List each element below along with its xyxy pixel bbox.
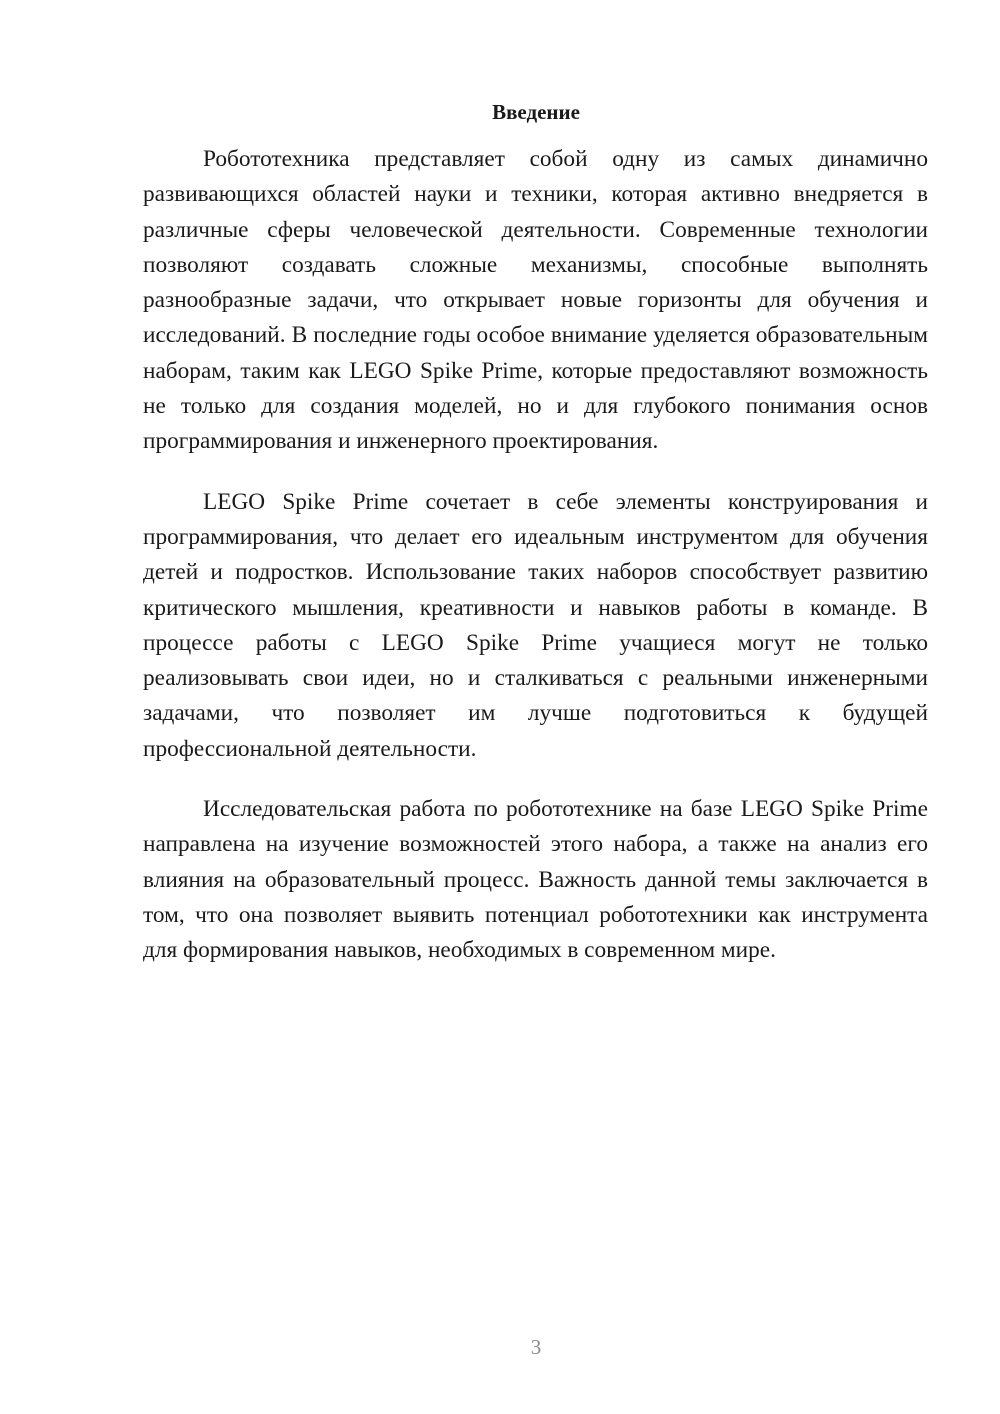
body-text [143, 142, 928, 994]
paragraph: Робототехника представляет собой одну из самых динамично развивающихся областей науки и техники, которая активно внедряется в различные сферы человеческой деятельности. Современные технологии позволяют создавать сложные механизмы, способные выполнять разнообразные задачи, что открывает новые горизонты для обучения и исследований. В последние годы особое внимание уделяется образовательным наборам, таким как LEGO Spike Prime, которые предоставляют возможность не только для создания моделей, но и для глубокого понимания основ программирования и инженерного проектирования. [143, 146, 928, 455]
page-title: Введение [492, 100, 580, 124]
page-number: 3 [530, 1335, 542, 1359]
paragraph: LEGO Spike Prime сочетает в себе элементы конструирования и программирования, что делает его идеальным инструментом для обучения детей и подростков. Использование таких наборов способствует развитию критического мышления, креативности и навыков работы в команде. В процессе работы с LEGO Spike Prime учащиеся могут не только реализовывать свои идеи, но и сталкиваться с реальными инженерными задачами, что позволяет им лучше подготовиться к будущей профессиональной деятельности. [143, 488, 928, 762]
paragraph: Исследовательская работа по робототехнике на базе LEGO Spike Prime направлена на изучение возможностей этого набора, а также на анализ его влияния на образовательный процесс. Важность данной темы заключается в том, что она позволяет выявить потенциал робототехники как инструмента для формирования навыков, необходимых в современном мире. [143, 796, 928, 964]
